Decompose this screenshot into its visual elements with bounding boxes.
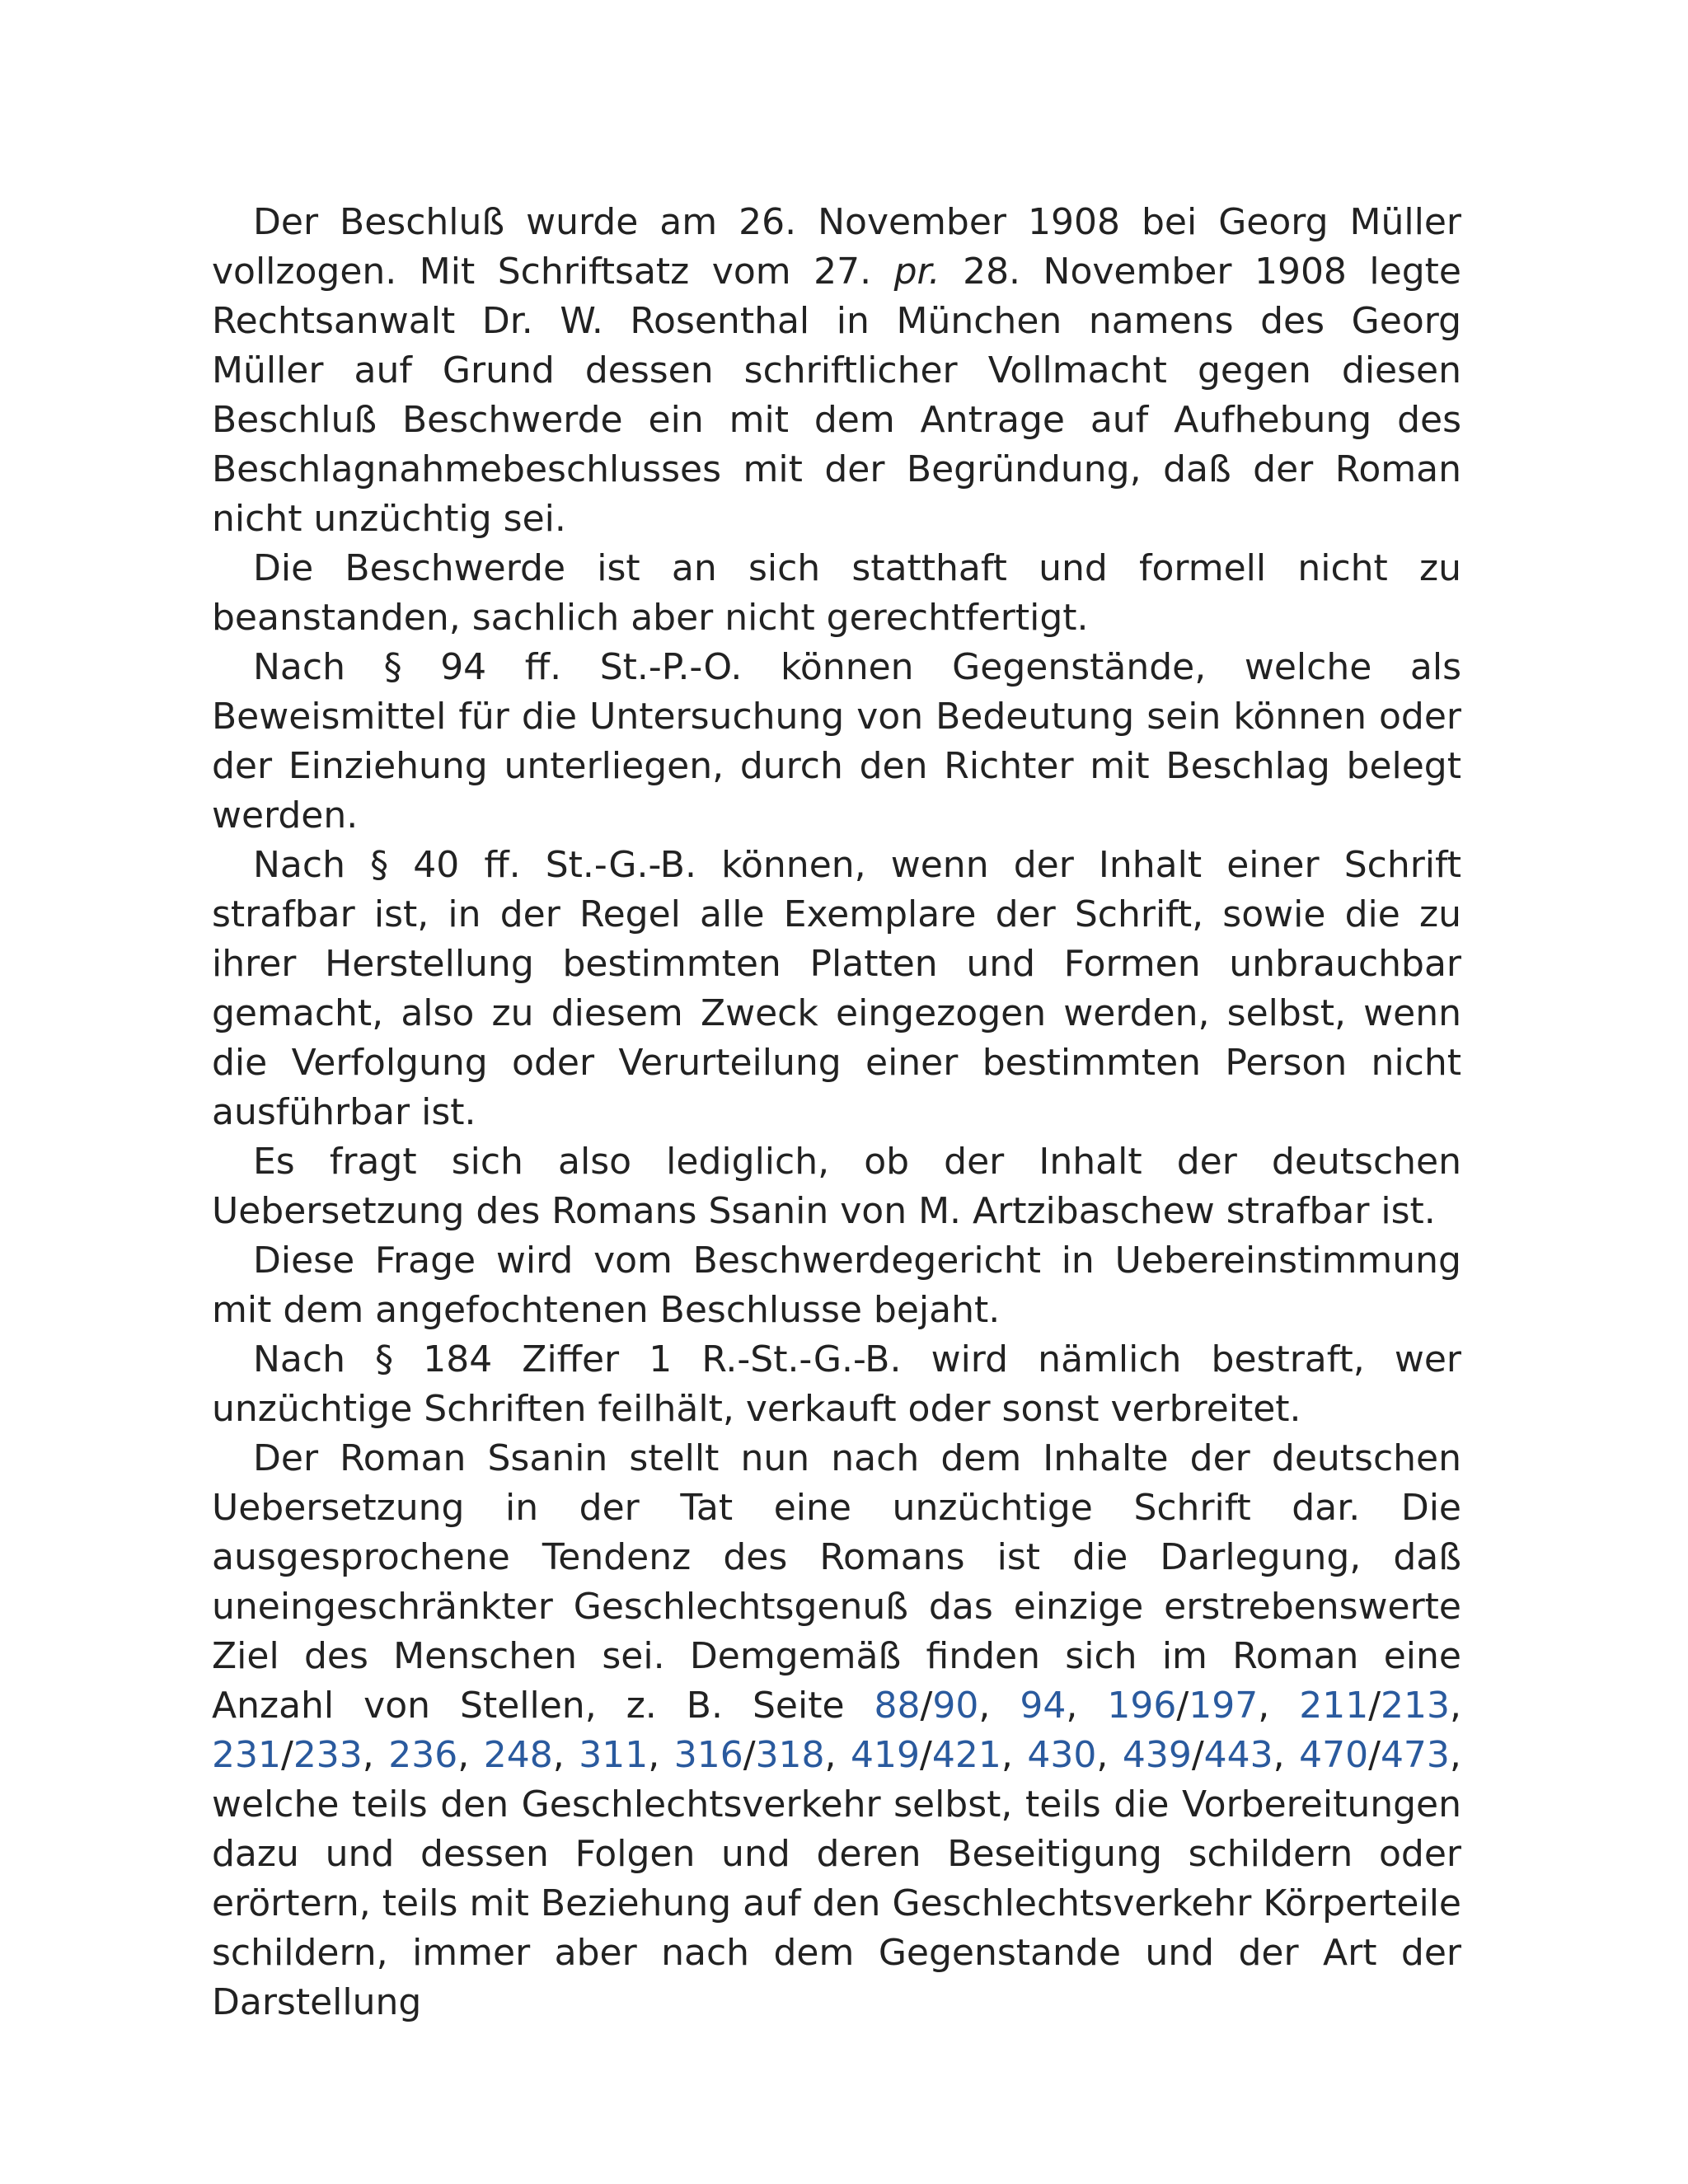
text-run: , [1273, 1734, 1300, 1776]
page-reference-link[interactable]: 443 [1203, 1734, 1273, 1776]
text-run: , [362, 1734, 389, 1776]
text-run: / [280, 1734, 293, 1776]
paragraph [212, 841, 1461, 1137]
text-run: , [1066, 1685, 1108, 1727]
text-run: / [920, 1685, 933, 1727]
page-reference-link[interactable]: 213 [1381, 1685, 1451, 1727]
page-reference-link[interactable]: 90 [932, 1685, 979, 1727]
page-reference-link[interactable]: 473 [1380, 1734, 1450, 1776]
text-run: , [648, 1734, 674, 1776]
text-run: / [1176, 1685, 1189, 1727]
paragraph [212, 1236, 1461, 1335]
document-page [212, 198, 1461, 2027]
text-run: , [824, 1734, 851, 1776]
text-run: Diese Frage wird vom Beschwerdegericht in Uebereinstimmung mit dem angefochtenen Beschlusse bejaht. [212, 1240, 1461, 1331]
paragraph [212, 1434, 1461, 2027]
text-run: , welche teils den Geschlechtsverkehr selbst, teils die Vorbereitungen dazu und dessen Folgen und deren Beseitigung schildern oder erörtern, teils mit Beziehung auf den Geschlechtsverkehr Körperteile schildern, immer aber nach dem Gegenstande und der Art der Darstellung [212, 1734, 1461, 2023]
page-reference-link[interactable]: 236 [388, 1734, 458, 1776]
page-reference-link[interactable]: 419 [851, 1734, 921, 1776]
paragraph [212, 1137, 1461, 1236]
text-run: Nach § 94 ff. St.-P.-O. können Gegenstände, welche als Beweismittel für die Untersuchung von Bedeutung sein können oder der Einziehung unterliegen, durch den Richter mit Beschlag belegt werden. [212, 646, 1461, 837]
page-reference-link[interactable]: 233 [293, 1734, 363, 1776]
text-run: Es fragt sich also lediglich, ob der Inhalt der deutschen Uebersetzung des Romans Ssanin von M. Artzibaschew strafbar ist. [212, 1141, 1461, 1232]
page-reference-link[interactable]: 211 [1299, 1685, 1369, 1727]
page-reference-link[interactable]: 439 [1122, 1734, 1192, 1776]
text-run: / [1191, 1734, 1204, 1776]
text-run: / [743, 1734, 756, 1776]
paragraph [212, 544, 1461, 643]
paragraph [212, 1335, 1461, 1434]
page-reference-link[interactable]: 94 [1020, 1685, 1067, 1727]
text-run: , [1258, 1685, 1300, 1727]
text-run: Der Beschluß wurde am 26. November 1908 bei Georg Müller vollzogen. Mit Schriftsatz vom 27. [212, 201, 1461, 293]
page-reference-link[interactable]: 421 [931, 1734, 1001, 1776]
page-reference-link[interactable]: 430 [1027, 1734, 1097, 1776]
text-run: / [1368, 1685, 1381, 1727]
text-run: Nach § 184 Ziffer 1 R.-St.-G.-B. wird nämlich bestraft, wer unzüchtige Schriften feilhält, verkauft oder sonst verbreitet. [212, 1338, 1461, 1430]
italic-text: pr. [893, 251, 940, 293]
text-run: / [920, 1734, 932, 1776]
page-reference-link[interactable]: 231 [212, 1734, 281, 1776]
paragraph [212, 643, 1461, 841]
page-reference-link[interactable]: 88 [874, 1685, 921, 1727]
text-run: Der Roman Ssanin stellt nun nach dem Inhalte der deutschen Uebersetzung in der Tat eine unzüchtige Schrift dar. Die ausgesprochene Tendenz des Romans ist die Darlegung, daß uneingeschränkter Geschlechtsgenuß das einzige erstrebenswerte Ziel des Menschen sei. Demgemäß finden sich im Roman eine Anzahl von Stellen, z. B. Seite [212, 1437, 1461, 1727]
text-run: 28. November 1908 legte Rechtsanwalt Dr. W. Rosenthal in München namens des Georg Müller auf Grund dessen schriftlicher Vollmacht gegen diesen Beschluß Beschwerde ein mit dem Antrage auf Aufhebung des Beschlagnahmebeschlusses mit der Begründung, daß der Roman nicht unzüchtig sei. [212, 251, 1461, 540]
page-reference-link[interactable]: 248 [483, 1734, 553, 1776]
page-reference-link[interactable]: 318 [755, 1734, 825, 1776]
text-run: , [1096, 1734, 1123, 1776]
page-reference-link[interactable]: 470 [1299, 1734, 1369, 1776]
text-run: , [1001, 1734, 1028, 1776]
text-run: / [1368, 1734, 1381, 1776]
text-run: , [1450, 1685, 1462, 1727]
page-reference-link[interactable]: 311 [579, 1734, 649, 1776]
page-reference-link[interactable]: 316 [673, 1734, 743, 1776]
paragraph [212, 198, 1461, 544]
page-reference-link[interactable]: 197 [1189, 1685, 1259, 1727]
text-run: , [552, 1734, 579, 1776]
text-run: Nach § 40 ff. St.-G.-B. können, wenn der Inhalt einer Schrift strafbar ist, in der Regel alle Exemplare der Schrift, sowie die zu ihrer Herstellung bestimmten Platten und Formen unbrauchbar gemacht, also zu diesem Zweck eingezogen werden, selbst, wenn die Verfolgung oder Verurteilung einer bestimmten Person nicht ausführbar ist. [212, 844, 1461, 1133]
text-run: , [457, 1734, 484, 1776]
text-run: , [978, 1685, 1020, 1727]
page-reference-link[interactable]: 196 [1107, 1685, 1177, 1727]
text-run: Die Beschwerde ist an sich statthaft und formell nicht zu beanstanden, sachlich aber nicht gerechtfertigt. [212, 547, 1461, 639]
